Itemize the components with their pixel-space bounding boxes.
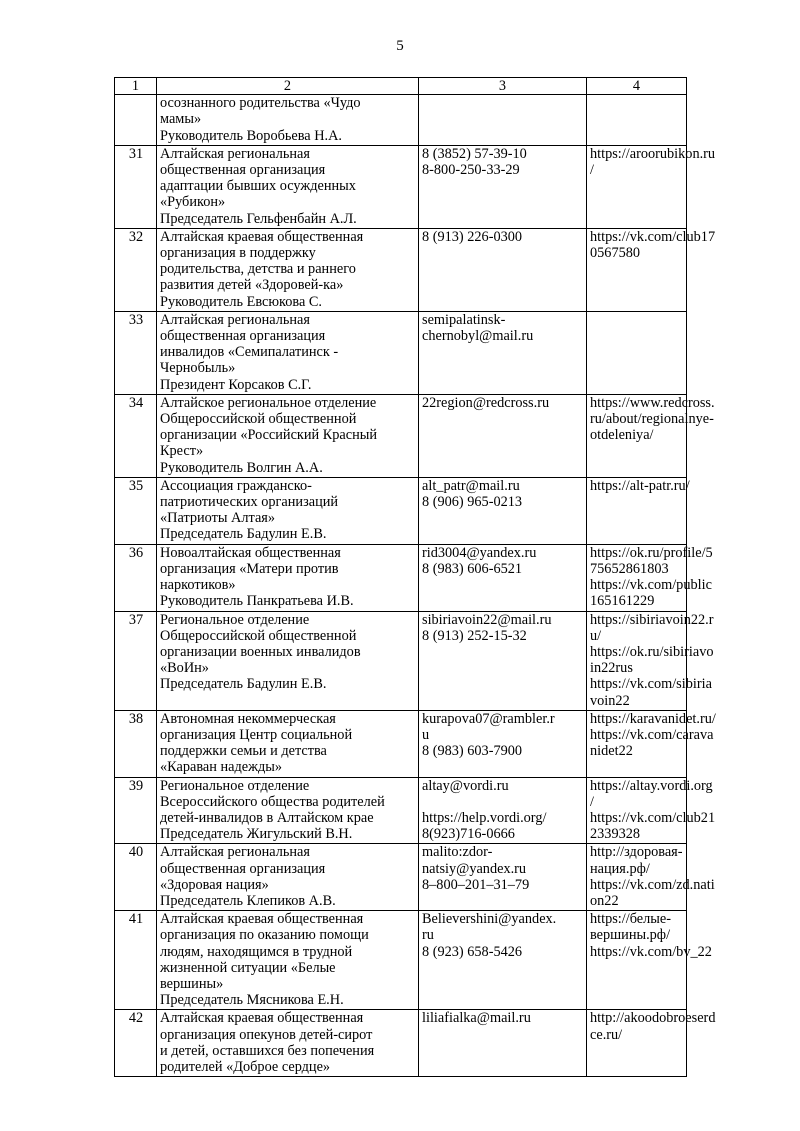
organization-name-line: детей-инвалидов в Алтайском крае [160, 809, 374, 826]
organization-name-line: Общероссийской общественной [160, 627, 357, 644]
contact-line[interactable]: Believershini@yandex. [422, 911, 557, 928]
organization-name-line: Всероссийского общества родителей [160, 793, 385, 810]
table-row [115, 394, 687, 477]
organization-name-line: адаптации бывших осужденных [160, 178, 356, 195]
table-row [115, 844, 687, 911]
website-cell [587, 710, 716, 777]
organization-name-line: Крест» [160, 443, 204, 460]
organization-name-line: и детей, оставшихся без попечения [160, 1042, 375, 1059]
contacts-cell [419, 844, 587, 911]
website-line[interactable]: nidet22 [590, 743, 633, 760]
contact-line[interactable]: rid3004@yandex.ru [422, 544, 537, 561]
website-line[interactable]: вершины.рф/ [590, 927, 671, 944]
organization-name-cell [157, 911, 419, 1010]
website-line[interactable]: https://vk.com/club21 [590, 809, 716, 826]
contacts-cell [419, 611, 587, 710]
website-line[interactable]: http://здоровая- [590, 844, 683, 861]
organization-name-line: Новоалтайская общественная [160, 544, 341, 561]
website-line[interactable]: https://vk.com/zd.nati [590, 876, 715, 893]
website-line[interactable]: u/ [590, 627, 602, 644]
table-row [115, 311, 687, 394]
column-header-1: 1 [115, 78, 157, 95]
contacts-cell [419, 311, 587, 394]
organization-name-line: Алтайская региональная [160, 145, 310, 162]
website-cell [587, 911, 712, 1010]
organization-name-line: Региональное отделение [160, 611, 310, 628]
website-line[interactable]: https://vk.com/club17 [590, 228, 716, 245]
website-line[interactable]: otdeleniya/ [590, 427, 654, 444]
organization-name-line: «Рубикон» [160, 194, 226, 211]
table-row [115, 611, 687, 710]
organization-name-line: Руководитель Евсюкова С. [160, 293, 322, 310]
page-number: 5 [396, 38, 404, 54]
table-row [115, 544, 687, 611]
table-row [115, 477, 687, 544]
website-line[interactable]: 165161229 [590, 593, 655, 610]
table-row [115, 710, 687, 777]
organization-name-cell [157, 544, 419, 611]
contact-line[interactable]: altay@vordi.ru [422, 777, 509, 794]
table-row [115, 1010, 687, 1077]
website-line[interactable]: https://vk.com/public [590, 577, 712, 594]
organization-name-line: Председатель Клепиков А.В. [160, 892, 336, 909]
table-row [115, 228, 687, 311]
organization-name-cell [157, 145, 419, 228]
website-line[interactable]: ru/about/regionalnye- [590, 411, 714, 428]
website-line[interactable]: https://vk.com/carava [590, 726, 714, 743]
contact-line[interactable]: 8 (906) 965-0213 [422, 494, 523, 511]
website-line[interactable]: https://alt-patr.ru/ [590, 477, 690, 494]
column-header-4: 4 [587, 78, 687, 95]
column-header-2: 2 [157, 78, 419, 95]
organization-name-line: Чернобыль» [160, 360, 236, 377]
organizations-table [114, 77, 716, 1077]
contact-line[interactable]: 8(923)716-0666 [422, 826, 515, 843]
row-number: 40 [115, 844, 157, 911]
website-line[interactable]: https://karavanidet.ru/ [590, 710, 716, 727]
organization-name-line: общественная организация [160, 328, 326, 345]
organization-name-line: общественная организация [160, 860, 326, 877]
organization-name-line: организации военных инвалидов [160, 643, 361, 660]
website-line[interactable]: https://vk.com/sibiria [590, 676, 712, 693]
row-number: 32 [115, 228, 157, 311]
organization-name-cell [157, 394, 419, 477]
website-line[interactable]: in22rus [590, 660, 633, 677]
organization-name-cell [157, 777, 419, 844]
table-row [115, 911, 687, 1010]
contact-line[interactable]: natsiy@yandex.ru [422, 860, 527, 877]
website-cell [587, 544, 713, 611]
contacts-cell [419, 544, 587, 611]
organization-name-line: жизненной ситуации «Белые [160, 959, 336, 976]
organization-name-cell [157, 95, 419, 146]
organization-name-line: осознанного родительства «Чудо [160, 95, 361, 112]
organization-name-line: Алтайская краевая общественная [160, 228, 364, 245]
organization-name-cell [157, 710, 419, 777]
organization-name-line: мамы» [160, 111, 202, 128]
website-line[interactable]: on22 [590, 892, 619, 909]
contacts-cell [419, 394, 587, 477]
contacts-cell [419, 145, 587, 228]
website-line[interactable]: https://ok.ru/sibiriavo [590, 643, 714, 660]
organization-name-cell [157, 228, 419, 311]
table-row [115, 145, 687, 228]
contacts-cell [419, 710, 587, 777]
website-line[interactable]: https://vk.com/bv_22 [590, 943, 712, 960]
website-line[interactable]: 75652861803 [590, 560, 669, 577]
organization-name-line: организация по оказанию помощи [160, 927, 369, 944]
organization-name-line: поддержки семьи и детства [160, 743, 327, 760]
website-cell [587, 611, 714, 710]
contacts-cell [419, 95, 587, 146]
organization-name-line: наркотиков» [160, 577, 236, 594]
organization-name-line: людям, находящимся в трудной [160, 943, 353, 960]
row-number: 35 [115, 477, 157, 544]
row-number: 39 [115, 777, 157, 844]
website-line[interactable]: https://altay.vordi.org [590, 777, 713, 794]
website-line[interactable]: / [590, 793, 594, 810]
website-line[interactable]: ce.ru/ [590, 1026, 623, 1043]
organization-name-line: Общероссийской общественной [160, 411, 357, 428]
website-cell [587, 1010, 716, 1077]
contact-line[interactable]: 8–800–201–31–79 [422, 876, 530, 893]
website-line[interactable]: https://белые- [590, 911, 671, 928]
contact-line[interactable]: chernobyl@mail.ru [422, 328, 534, 345]
organization-name-line: Руководитель Волгин А.А. [160, 459, 323, 476]
organization-name-line: Алтайское региональное отделение [160, 394, 377, 411]
organization-name-line: организация в поддержку [160, 245, 316, 262]
table-body [115, 95, 716, 1077]
table-row [115, 95, 687, 146]
organization-name-line: Руководитель Воробьева Н.А. [160, 127, 343, 144]
contact-line[interactable]: 8 (913) 226-0300 [422, 228, 523, 245]
row-number: 41 [115, 911, 157, 1010]
organization-name-line: родительства, детства и раннего [160, 261, 356, 278]
website-line[interactable]: https://aroorubikon.ru [590, 145, 716, 162]
organization-name-line: инвалидов «Семипалатинск - [160, 344, 339, 361]
organization-name-line: патриотических организаций [160, 494, 339, 511]
contact-line[interactable]: 8 (923) 658-5426 [422, 943, 523, 960]
row-number: 38 [115, 710, 157, 777]
row-number: 42 [115, 1010, 157, 1077]
contacts-cell [419, 477, 587, 544]
header-row [115, 78, 687, 95]
organization-name-line: Председатель Жигульский В.Н. [160, 826, 353, 843]
organization-name-line: Региональное отделение [160, 777, 310, 794]
website-line[interactable]: 2339328 [590, 826, 641, 843]
table-row [115, 777, 687, 844]
row-number: 34 [115, 394, 157, 477]
contact-line[interactable]: malito:zdor- [422, 844, 493, 861]
website-cell [587, 844, 715, 911]
website-cell [587, 477, 690, 544]
row-number: 37 [115, 611, 157, 710]
website-line[interactable]: https://www.redcross. [590, 394, 715, 411]
organization-name-line: общественная организация [160, 162, 326, 179]
website-line[interactable]: https://ok.ru/profile/5 [590, 544, 713, 561]
contact-line[interactable]: kurapova07@rambler.r [422, 710, 555, 727]
website-line[interactable]: / [590, 162, 594, 179]
organization-name-cell [157, 611, 419, 710]
organization-name-line: родителей «Доброе сердце» [160, 1058, 331, 1075]
website-cell [587, 95, 687, 146]
contact-line[interactable]: 8 (3852) 57-39-10 [422, 145, 527, 162]
organization-name-line: Председатель Гельфенбайн А.Л. [160, 210, 357, 227]
organization-name-line: Президент Корсаков С.Г. [160, 376, 312, 393]
contact-line[interactable]: 8 (983) 603-7900 [422, 743, 523, 760]
organization-name-line: Автономная некоммерческая [160, 710, 336, 727]
contact-line[interactable]: 8 (913) 252-15-32 [422, 627, 527, 644]
organization-name-line: Алтайская региональная [160, 311, 310, 328]
website-line[interactable]: http://akoodobroeserd [590, 1010, 716, 1027]
organization-name-line: «Караван надежды» [160, 759, 282, 776]
row-number: 36 [115, 544, 157, 611]
contacts-cell [419, 1010, 587, 1077]
organization-name-cell [157, 311, 419, 394]
row-number [115, 95, 157, 146]
website-line[interactable]: voin22 [590, 692, 630, 709]
organization-name-line: Председатель Бадулин Е.В. [160, 526, 327, 543]
organization-name-line: организации «Российский Красный [160, 427, 378, 444]
website-cell [587, 777, 716, 844]
website-line[interactable]: https://sibiriavoin22.r [590, 611, 714, 628]
organization-name-line: развития детей «Здоровей-ка» [160, 277, 344, 294]
contacts-cell [419, 228, 587, 311]
contact-line[interactable]: u [422, 726, 430, 743]
organization-name-line: Алтайская региональная [160, 844, 310, 861]
contact-line[interactable]: alt_patr@mail.ru [422, 477, 520, 494]
organization-name-line: Председатель Мясникова Е.Н. [160, 992, 344, 1009]
organization-name-line: организация опекунов детей-сирот [160, 1026, 373, 1043]
contact-line[interactable]: 22region@redcross.ru [422, 394, 550, 411]
column-header-3: 3 [419, 78, 587, 95]
website-line[interactable]: 0567580 [590, 245, 641, 262]
row-number: 33 [115, 311, 157, 394]
website-cell [587, 394, 715, 477]
website-line[interactable]: нация.рф/ [590, 860, 650, 877]
contact-line[interactable]: https://help.vordi.org/ [422, 809, 547, 826]
organization-name-line: «Здоровая нация» [160, 876, 269, 893]
organization-name-line: вершины» [160, 975, 224, 992]
contacts-cell [419, 911, 587, 1010]
organization-name-line: организация «Матери против [160, 560, 339, 577]
contact-line[interactable]: semipalatinsk- [422, 311, 506, 328]
organization-name-cell [157, 844, 419, 911]
website-cell [587, 145, 716, 228]
organization-name-cell [157, 477, 419, 544]
contact-line[interactable]: 8-800-250-33-29 [422, 162, 520, 179]
organization-name-line: Алтайская краевая общественная [160, 911, 364, 928]
contact-line[interactable] [422, 794, 584, 810]
contact-line[interactable]: ru [422, 927, 434, 944]
organization-name-line: Председатель Бадулин Е.В. [160, 676, 327, 693]
contact-line[interactable]: sibiriavoin22@mail.ru [422, 611, 552, 628]
contact-line[interactable]: liliafialka@mail.ru [422, 1010, 531, 1027]
organization-name-line: организация Центр социальной [160, 726, 353, 743]
contact-line[interactable]: 8 (983) 606-6521 [422, 560, 523, 577]
organization-name-line: «Патриоты Алтая» [160, 510, 276, 527]
organization-name-cell [157, 1010, 419, 1077]
website-cell [587, 311, 687, 394]
organization-name-line: Руководитель Панкратьева И.В. [160, 593, 354, 610]
organization-name-line: Ассоциация гражданско- [160, 477, 312, 494]
organization-name-line: «ВоИн» [160, 660, 209, 677]
website-cell [587, 228, 716, 311]
row-number: 31 [115, 145, 157, 228]
organization-name-line: Алтайская краевая общественная [160, 1010, 364, 1027]
contacts-cell [419, 777, 587, 844]
